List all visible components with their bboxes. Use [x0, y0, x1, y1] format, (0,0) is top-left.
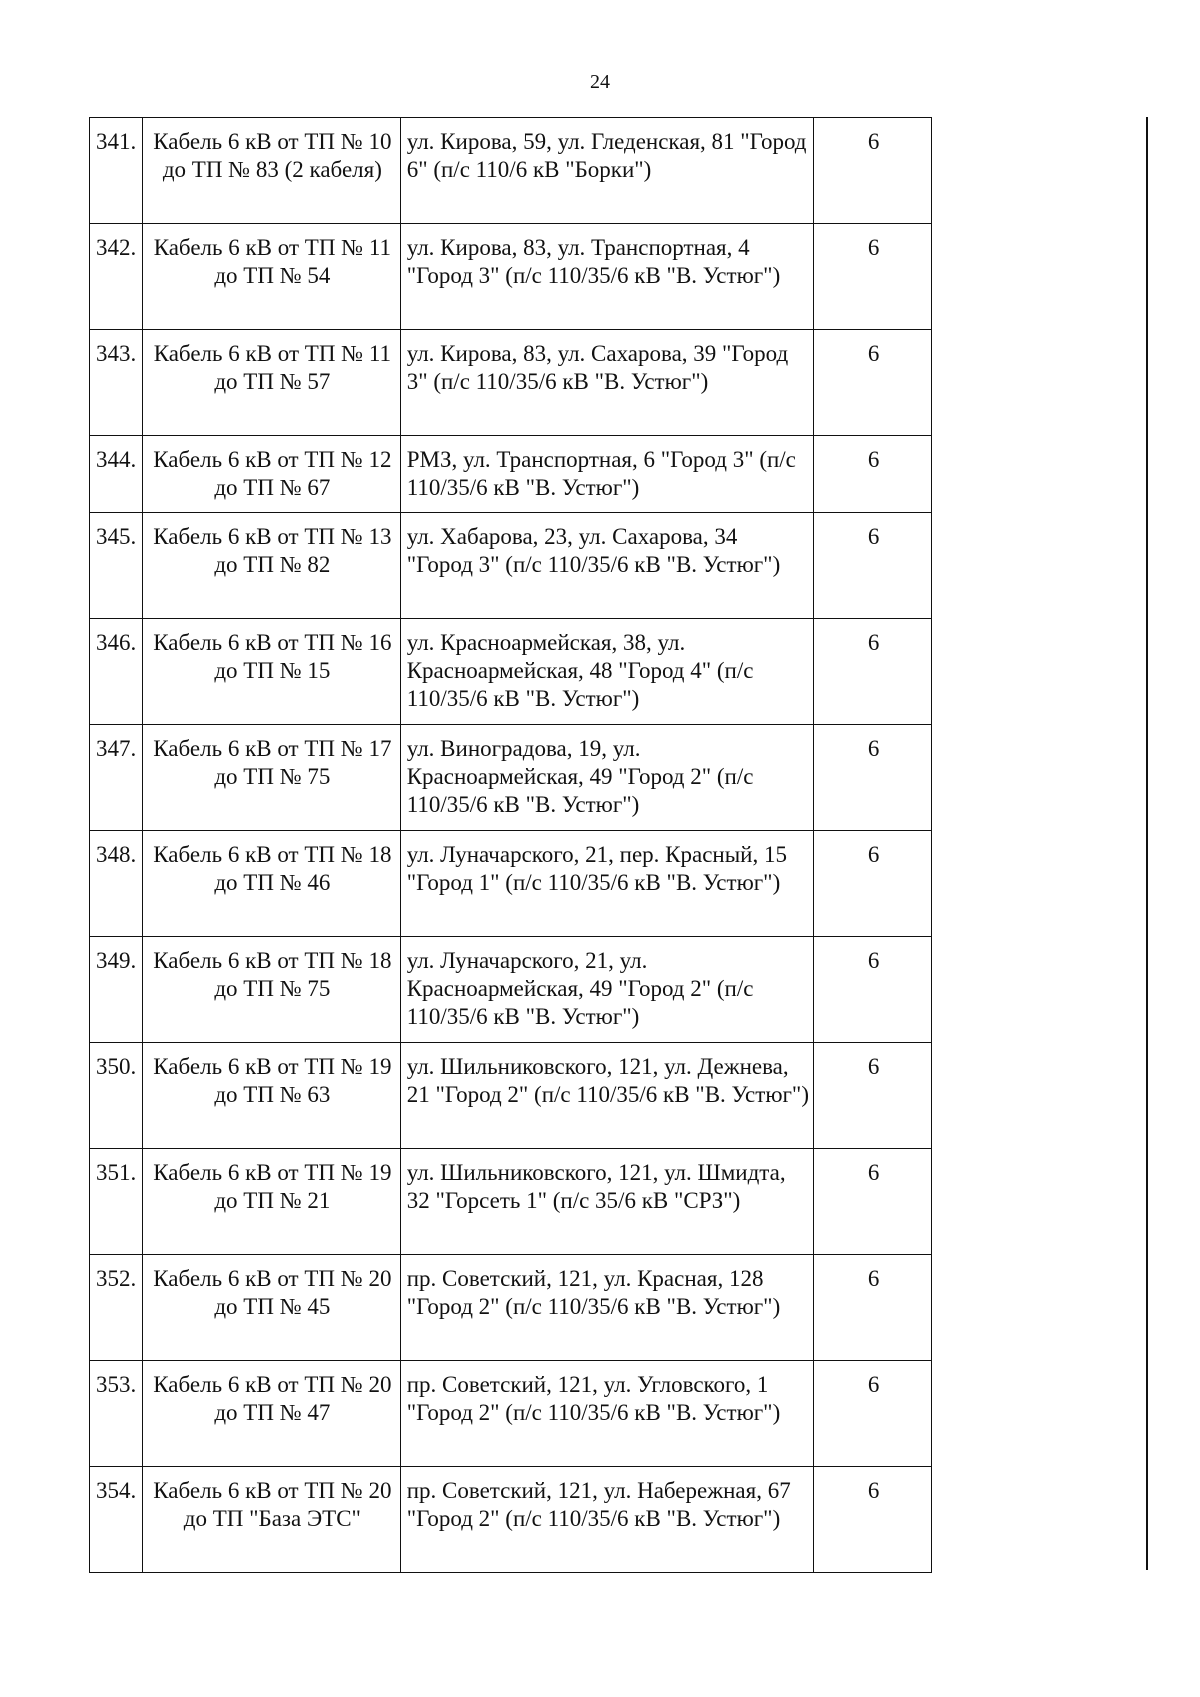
cable-address: ул. Луначарского, 21, пер. Красный, 15 "Город 1" (п/с 110/35/6 кВ "В. Устюг")	[400, 831, 814, 937]
cable-name: Кабель 6 кВ от ТП № 18 до ТП № 75	[143, 937, 401, 1043]
cable-address: ул. Шильниковского, 121, ул. Шмидта, 32 "Горсеть 1" (п/с 35/6 кВ "СРЗ")	[400, 1149, 814, 1255]
table-row	[90, 224, 932, 330]
cable-address: ул. Шильниковского, 121, ул. Дежнева, 21 "Город 2" (п/с 110/35/6 кВ "В. Устюг")	[400, 1043, 814, 1149]
cable-name: Кабель 6 кВ от ТП № 18 до ТП № 46	[143, 831, 401, 937]
table-row	[90, 937, 932, 1043]
cable-voltage: 6	[814, 1149, 932, 1255]
cable-voltage: 6	[814, 1255, 932, 1361]
row-number: 350.	[90, 1043, 143, 1149]
cable-name: Кабель 6 кВ от ТП № 10 до ТП № 83 (2 кабеля)	[143, 118, 401, 224]
table-row	[90, 1043, 932, 1149]
cable-name: Кабель 6 кВ от ТП № 11 до ТП № 57	[143, 330, 401, 436]
cable-voltage: 6	[814, 436, 932, 513]
table-row	[90, 118, 932, 224]
cable-table	[89, 117, 932, 1573]
row-number: 346.	[90, 619, 143, 725]
table-row	[90, 1361, 932, 1467]
cable-address: ул. Кирова, 59, ул. Гледенская, 81 "Город 6" (п/с 110/6 кВ "Борки")	[400, 118, 814, 224]
row-number: 345.	[90, 513, 143, 619]
cable-address: ул. Луначарского, 21, ул. Красноармейская, 49 "Город 2" (п/с 110/35/6 кВ "В. Устюг")	[400, 937, 814, 1043]
table-row	[90, 436, 932, 513]
row-number: 349.	[90, 937, 143, 1043]
row-number: 341.	[90, 118, 143, 224]
cable-voltage: 6	[814, 937, 932, 1043]
row-number: 354.	[90, 1467, 143, 1573]
cable-address: ул. Виноградова, 19, ул. Красноармейская, 49 "Город 2" (п/с 110/35/6 кВ "В. Устюг")	[400, 725, 814, 831]
row-number: 347.	[90, 725, 143, 831]
cable-address: пр. Советский, 121, ул. Угловского, 1 "Город 2" (п/с 110/35/6 кВ "В. Устюг")	[400, 1361, 814, 1467]
cable-voltage: 6	[814, 619, 932, 725]
row-number: 352.	[90, 1255, 143, 1361]
table-row	[90, 725, 932, 831]
table-row	[90, 1149, 932, 1255]
row-number: 348.	[90, 831, 143, 937]
row-number: 353.	[90, 1361, 143, 1467]
row-number: 344.	[90, 436, 143, 513]
row-number: 342.	[90, 224, 143, 330]
table-row	[90, 831, 932, 937]
table-row	[90, 1467, 932, 1573]
table-row	[90, 619, 932, 725]
cable-name: Кабель 6 кВ от ТП № 13 до ТП № 82	[143, 513, 401, 619]
cable-voltage: 6	[814, 224, 932, 330]
cable-voltage: 6	[814, 1467, 932, 1573]
cable-voltage: 6	[814, 1361, 932, 1467]
cable-voltage: 6	[814, 725, 932, 831]
cable-address: пр. Советский, 121, ул. Красная, 128 "Город 2" (п/с 110/35/6 кВ "В. Устюг")	[400, 1255, 814, 1361]
table-row	[90, 330, 932, 436]
cable-name: Кабель 6 кВ от ТП № 17 до ТП № 75	[143, 725, 401, 831]
cable-voltage: 6	[814, 513, 932, 619]
margin-rule	[1146, 117, 1148, 1570]
cable-name: Кабель 6 кВ от ТП № 12 до ТП № 67	[143, 436, 401, 513]
cable-voltage: 6	[814, 330, 932, 436]
cable-name: Кабель 6 кВ от ТП № 11 до ТП № 54	[143, 224, 401, 330]
cable-voltage: 6	[814, 118, 932, 224]
row-number: 351.	[90, 1149, 143, 1255]
cable-name: Кабель 6 кВ от ТП № 16 до ТП № 15	[143, 619, 401, 725]
cable-voltage: 6	[814, 831, 932, 937]
cable-name: Кабель 6 кВ от ТП № 20 до ТП № 45	[143, 1255, 401, 1361]
table-row	[90, 513, 932, 619]
cable-address: пр. Советский, 121, ул. Набережная, 67 "Город 2" (п/с 110/35/6 кВ "В. Устюг")	[400, 1467, 814, 1573]
cable-address: ул. Красноармейская, 38, ул. Красноармейская, 48 "Город 4" (п/с 110/35/6 кВ "В. Устюг")	[400, 619, 814, 725]
cable-voltage: 6	[814, 1043, 932, 1149]
cable-name: Кабель 6 кВ от ТП № 20 до ТП № 47	[143, 1361, 401, 1467]
cable-address: ул. Кирова, 83, ул. Сахарова, 39 "Город 3" (п/с 110/35/6 кВ "В. Устюг")	[400, 330, 814, 436]
row-number: 343.	[90, 330, 143, 436]
table-row	[90, 1255, 932, 1361]
cable-name: Кабель 6 кВ от ТП № 19 до ТП № 63	[143, 1043, 401, 1149]
cable-address: РМЗ, ул. Транспортная, 6 "Город 3" (п/с 110/35/6 кВ "В. Устюг")	[400, 436, 814, 513]
cable-name: Кабель 6 кВ от ТП № 20 до ТП "База ЭТС"	[143, 1467, 401, 1573]
cable-address: ул. Хабарова, 23, ул. Сахарова, 34 "Город 3" (п/с 110/35/6 кВ "В. Устюг")	[400, 513, 814, 619]
page-number: 24	[590, 71, 610, 93]
cable-address: ул. Кирова, 83, ул. Транспортная, 4 "Город 3" (п/с 110/35/6 кВ "В. Устюг")	[400, 224, 814, 330]
cable-name: Кабель 6 кВ от ТП № 19 до ТП № 21	[143, 1149, 401, 1255]
